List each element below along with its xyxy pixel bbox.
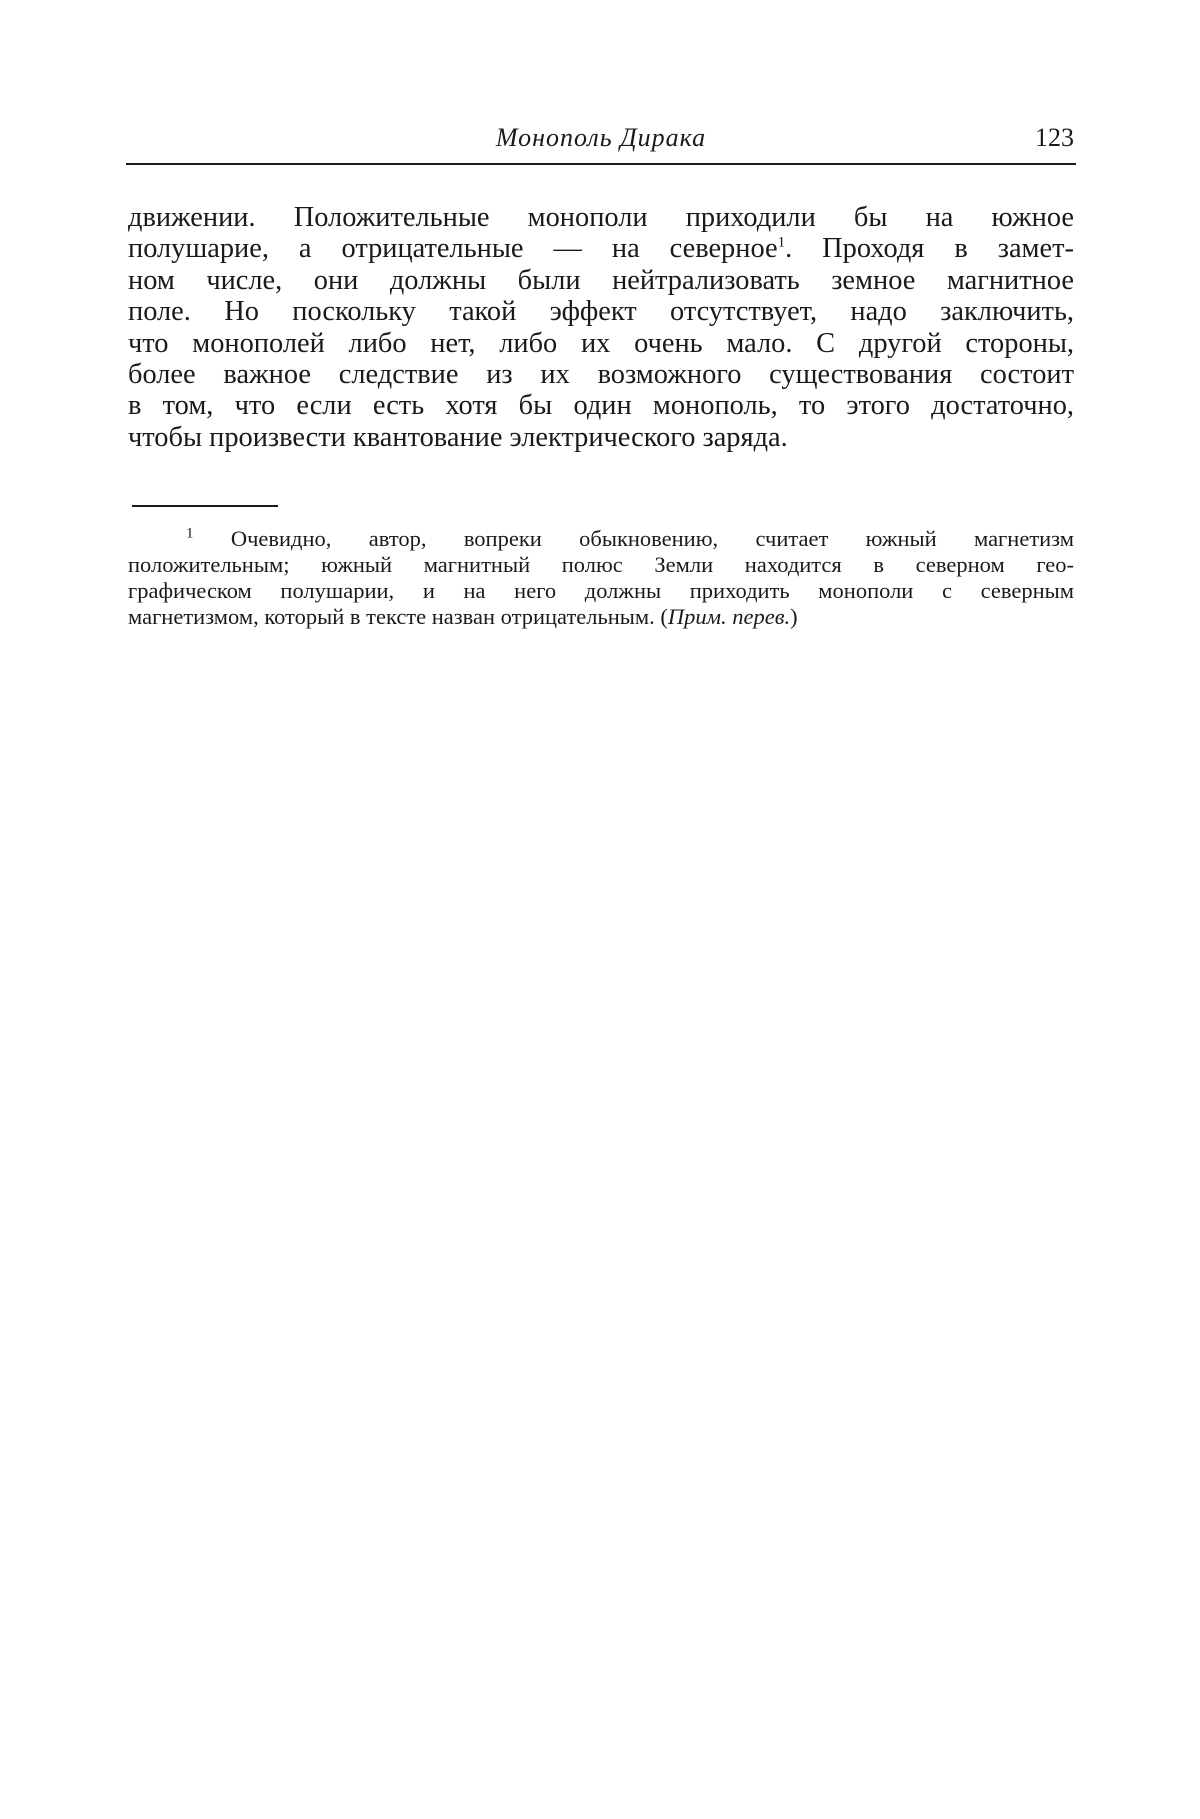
footnote-line-text: Очевидно, автор, вопреки обыкновению, считает южный магнетизм xyxy=(230,526,1074,551)
body-line-text: . Проходя в замет- xyxy=(785,233,1074,265)
body-line: поле. Но поскольку такой эффект отсутствует, надо заключить, xyxy=(128,296,1074,328)
footnote-line xyxy=(128,526,1074,552)
footnote-rule xyxy=(132,505,278,507)
page-number: 123 xyxy=(1035,123,1074,152)
body-line: движении. Положительные монополи приходили бы на южное xyxy=(128,202,1074,233)
footnote xyxy=(128,526,1074,630)
header-rule xyxy=(126,163,1076,165)
footnote-line: графическом полушарии, и на него должны приходить монополи с северным xyxy=(128,578,1074,603)
body-line: в том, что если есть хотя бы один монополь, то этого достаточно, xyxy=(128,390,1074,422)
translator-note-label: Прим. перев. xyxy=(667,604,791,629)
footnote-line xyxy=(128,604,1074,630)
running-title: Монополь Дирака xyxy=(495,123,707,152)
body-line-text: полушарие, а отрицательные — на северное xyxy=(128,233,778,265)
footnote-line: положительным; южный магнитный полюс Земли находится в северном гео- xyxy=(128,552,1074,577)
body-line: чтобы произвести квантование электрического заряда. xyxy=(128,421,788,453)
body-paragraph xyxy=(128,202,1074,453)
body-line: что монополей либо нет, либо их очень мало. С другой стороны, xyxy=(128,327,1074,359)
body-line: более важное следствие из их возможного существования состоит xyxy=(128,359,1074,391)
body-line: ном числе, они должны были нейтрализовать земное магнитное xyxy=(128,264,1074,296)
footnote-number: 1 xyxy=(186,525,194,542)
footnote-reference[interactable]: 1 xyxy=(777,234,786,251)
footnote-line-text: магнетизмом, который в тексте назван отрицательным. ( xyxy=(128,604,668,629)
body-line xyxy=(128,233,1074,264)
running-head xyxy=(128,123,1074,159)
footnote-close-paren: ) xyxy=(790,604,798,629)
